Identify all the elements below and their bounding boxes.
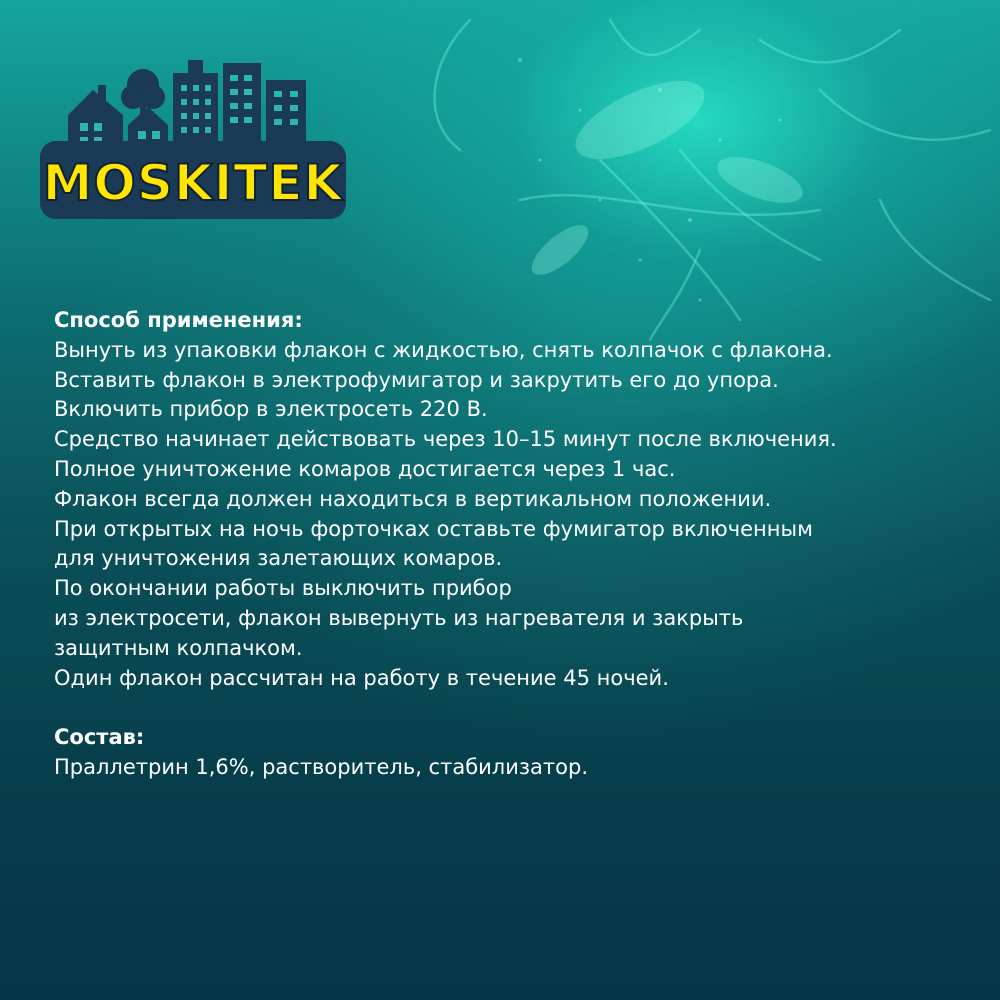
composition-text: Праллетрин 1,6%, растворитель, стабилизатор. [54,755,588,780]
usage-line: для уничтожения залетающих комаров. [54,546,503,571]
usage-line: Один флакон рассчитан на работу в течение 45 ночей. [54,665,669,690]
usage-line: Флакон всегда должен находиться в вертикальном положении. [54,486,772,511]
usage-line: Средство начинает действовать через 10–15 минут после включения. [54,427,837,452]
section-gap [54,693,974,723]
composition-heading: Состав: [54,725,145,750]
usage-line: Включить прибор в электросеть 220 В. [54,397,488,422]
instructions-block [54,306,974,783]
usage-line: Полное уничтожение комаров достигается через 1 час. [54,456,676,481]
moskitek-logo [38,55,348,225]
usage-line: Вставить флакон в электрофумигатор и закрутить его до упора. [54,367,779,392]
usage-line: из электросети, флакон вывернуть из нагревателя и закрыть [54,605,744,630]
usage-line: Вынуть из упаковки флакон с жидкостью, снять колпачок с флакона. [54,337,833,362]
usage-line: защитным колпачком. [54,635,303,660]
usage-line: По окончании работы выключить прибор [54,576,512,601]
logo-wordmark: MOSKITEK [42,154,344,212]
usage-line: При открытых на ночь форточках оставьте фумигатор включенным [54,516,813,541]
usage-heading: Способ применения: [54,308,303,332]
